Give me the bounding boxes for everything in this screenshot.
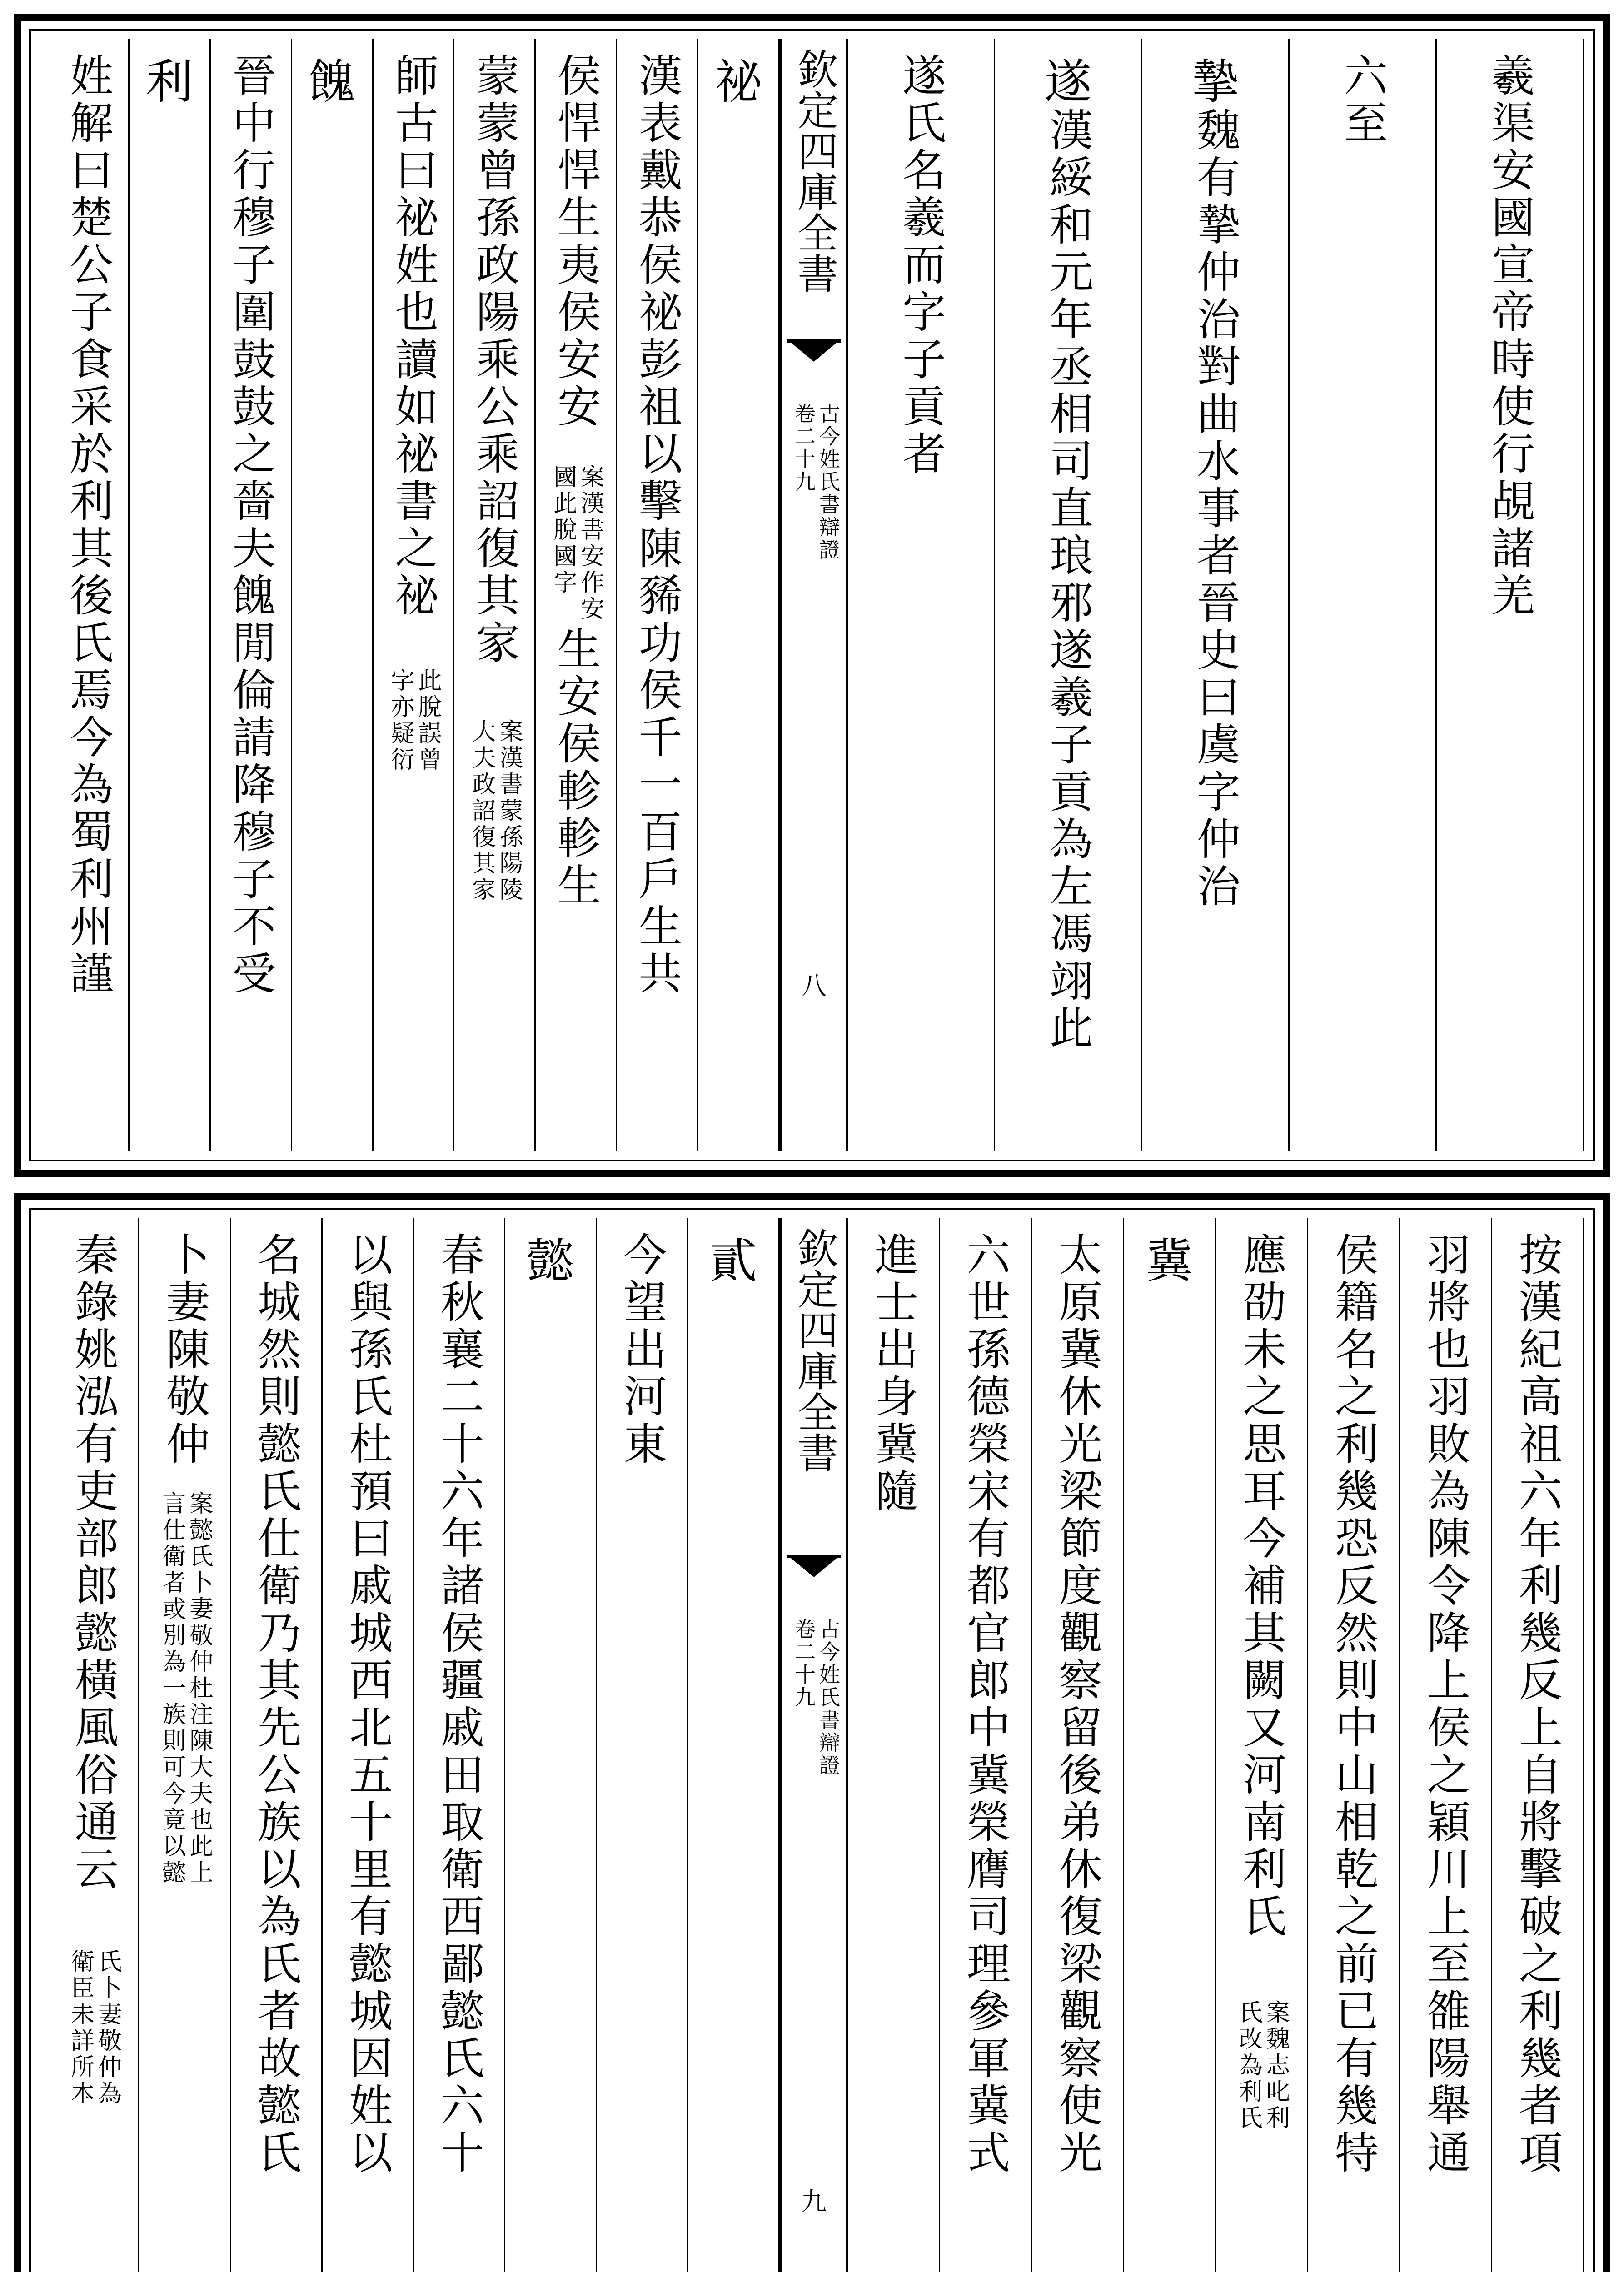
column-text: 名城然則懿氏仕衛乃其先公族以為氏者故懿氏 (250, 1232, 302, 2177)
annotation-note: 氏卜妻敬仲為 (94, 1949, 121, 2107)
page-bottom (14, 1193, 1610, 2272)
text-column (1308, 1218, 1400, 2272)
annotation-note: 案魏志叱利 (1262, 2000, 1290, 2132)
text-column (995, 39, 1142, 1151)
text-column (1290, 39, 1437, 1151)
column-text: 六至 (1337, 53, 1388, 147)
text-column (414, 1218, 505, 2272)
center-column-bottom (780, 1218, 848, 2272)
annotation-note: 衛臣未詳所本 (66, 1949, 94, 2107)
column-text: 羽將也羽敗為陳令降上侯之穎川上至雒陽舉通 (1420, 1232, 1471, 2177)
column-text: 卜妻陳敬仲 (159, 1232, 210, 1468)
center-column-top (780, 39, 848, 1151)
fish-tail-mark (787, 339, 841, 370)
annotation-note: 大夫政詔復其家 (468, 719, 495, 903)
text-column (292, 39, 374, 1151)
leaf-number: 八 (801, 972, 827, 1001)
volume-label: 卷二十九 (792, 1618, 816, 1709)
volume-label: 卷二十九 (792, 403, 816, 493)
column-text: 太原冀休光梁節度觀察留後弟休復梁觀察使光 (1051, 1232, 1103, 2177)
text-column (848, 1218, 940, 2272)
column-text: 秦錄姚泓有吏部郎懿橫風俗通云 (68, 1232, 119, 1893)
column-text-continued: 生安侯軫軫生 (550, 626, 602, 910)
column-text: 春秋襄二十六年諸侯疆戚田取衛西鄙懿氏六十 (433, 1232, 485, 2177)
annotation-note: 氏改為利氏 (1235, 2000, 1262, 2132)
column-text: 魏有摯仲治對曲水事者晉史曰虞字仲治 (1190, 107, 1241, 911)
text-column (1124, 1218, 1216, 2272)
fish-tail-mark (787, 1555, 841, 1585)
leaf-number: 九 (801, 2187, 827, 2217)
column-text: 姓解曰楚公子食采於利其後氏焉今為蜀利州謹 (62, 53, 114, 998)
text-column (48, 39, 130, 1151)
text-column (139, 1218, 231, 2272)
annotation-note: 案漢書安作安 (576, 464, 604, 623)
book-title: 欽定四庫全書 (790, 48, 838, 294)
book-subtitle: 古今姓氏書辯證 (816, 1618, 841, 1777)
book-title: 欽定四庫全書 (790, 1227, 838, 1473)
column-text: 羲渠安國宣帝時使行覘諸羌 (1484, 53, 1535, 620)
annotation-note: 此脫誤曾 (413, 668, 441, 773)
surname-heading: 懿 (527, 1233, 574, 1289)
text-column (211, 39, 292, 1151)
annotation-note: 國此脫國字 (549, 464, 577, 596)
column-text: 六世孫德榮宋有都官郎中冀榮膺司理參軍冀式 (960, 1232, 1011, 2177)
annotation-note: 字亦疑衍 (386, 668, 414, 773)
column-text: 以與孫氏杜預曰戚城西北五十里有懿城因姓以 (342, 1232, 393, 2177)
text-column (505, 1218, 597, 2272)
surname-heading: 祕 (715, 54, 762, 110)
surname-heading: 摯 (1191, 54, 1239, 110)
column-text: 侯籍名之利幾恐反然則中山相乾之前已有幾特 (1328, 1232, 1379, 2177)
text-column (698, 39, 780, 1151)
column-text: 按漢紀高祖六年利幾反上自將擊破之利幾者項 (1512, 1232, 1563, 2177)
text-column (597, 1218, 688, 2272)
column-text: 今望出河東 (616, 1232, 668, 1468)
text-column (536, 39, 617, 1151)
text-column (374, 39, 455, 1151)
text-column (323, 1218, 414, 2272)
surname-heading: 遂 (1044, 54, 1092, 110)
text-column (1492, 1218, 1584, 2272)
text-column (848, 39, 995, 1151)
text-column (1400, 1218, 1492, 2272)
page-top (14, 14, 1610, 1177)
text-column (1216, 1218, 1308, 2272)
column-text: 晉中行穆子圍鼓鼓之嗇夫餽閒倫請降穆子不受 (225, 53, 276, 998)
surname-heading: 餽 (308, 54, 356, 110)
book-subtitle: 古今姓氏書辯證 (816, 403, 841, 562)
surname-heading: 冀 (1146, 1233, 1193, 1289)
text-column (1437, 39, 1584, 1151)
annotation-note: 案漢書蒙孫陽陵 (495, 719, 523, 903)
text-column (48, 1218, 139, 2272)
column-text: 漢表戴恭侯祕彭祖以擊陳豨功侯千一百戶生共 (632, 53, 683, 998)
text-column (688, 1218, 780, 2272)
column-text: 侯悍悍生夷侯安安 (550, 53, 602, 431)
column-text: 師古曰祕姓也讀如祕書之祕 (388, 53, 439, 620)
column-text: 遂氏名羲而字子貢者 (895, 53, 947, 478)
text-column (940, 1218, 1032, 2272)
text-column (617, 39, 698, 1151)
text-column (130, 39, 211, 1151)
column-text: 漢綏和元年丞相司直琅邪遂羲子貢為左馮翊此 (1042, 107, 1094, 1052)
surname-heading: 貳 (709, 1233, 757, 1289)
text-column (1142, 39, 1290, 1151)
text-column (454, 39, 536, 1151)
annotation-note: 言仕衛者或別為一族則可今竟以懿 (158, 1491, 185, 1886)
annotation-note: 案懿氏卜妻敬仲杜注陳大夫也此上 (185, 1491, 213, 1886)
text-column (231, 1218, 323, 2272)
column-text: 應劭未之思耳今補其闕又河南利氏 (1235, 1232, 1287, 1941)
column-text: 進士出身冀隨 (867, 1232, 919, 1515)
text-column (1032, 1218, 1124, 2272)
column-text: 蒙蒙曾孫政陽乘公乘詔復其家 (469, 53, 520, 667)
surname-heading: 利 (145, 54, 193, 110)
